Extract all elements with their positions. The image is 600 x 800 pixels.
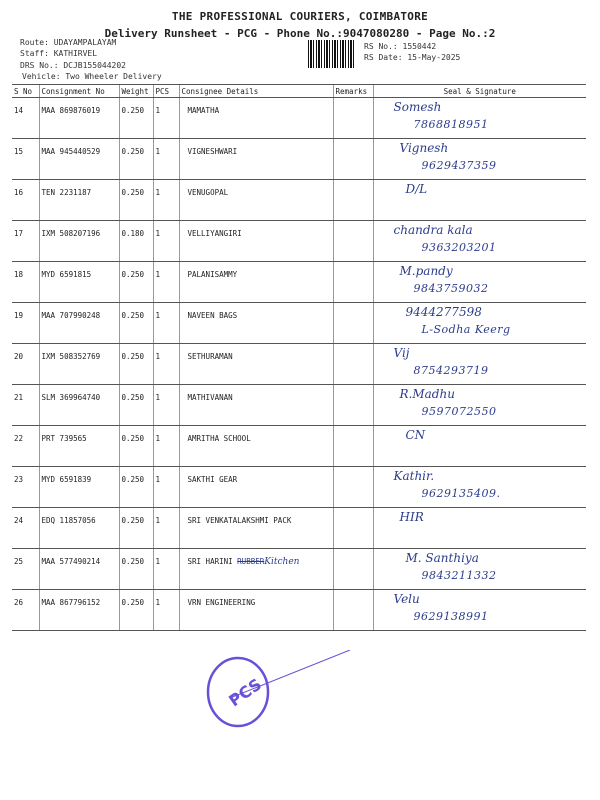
cell-weight: 0.250: [119, 426, 153, 467]
cell-consignment-no: MAA 707990248: [39, 303, 119, 344]
signature-line-2: 9843759032: [413, 282, 489, 295]
table-row: [12, 508, 586, 549]
col-remarks: Remarks: [333, 85, 373, 98]
consignee-name: AMRITHA SCHOOL: [187, 434, 251, 443]
cell-pcs: 1: [153, 180, 179, 221]
cell-signature: [373, 262, 586, 303]
signature-line-2: 9629138991: [413, 610, 489, 623]
cell-remarks: [333, 98, 373, 139]
runsheet-subtitle: Delivery Runsheet - PCG - Phone No.:9047080280 - Page No.:2: [104, 27, 496, 40]
signature-line-1: Kathir.: [393, 469, 435, 483]
vehicle-label: Vehicle: Two Wheeler Delivery: [22, 72, 162, 81]
drs-label: DRS No.: DCJB155044202: [20, 61, 126, 70]
cell-weight: 0.250: [119, 139, 153, 180]
signature-line-2: 9363203201: [421, 241, 497, 254]
cell-remarks: [333, 467, 373, 508]
cell-consignment-no: MAA 869876019: [39, 98, 119, 139]
barcode: [308, 40, 354, 68]
cell-remarks: [333, 508, 373, 549]
company-title: THE PROFESSIONAL COURIERS, COIMBATORE: [171, 10, 429, 23]
cell-signature: [373, 139, 586, 180]
cell-weight: 0.250: [119, 467, 153, 508]
col-signature: Seal & Signature: [373, 85, 586, 98]
cell-consignee: [179, 262, 333, 303]
route-label: Route: UDAYAMPALAYAM: [20, 38, 117, 47]
table-row: [12, 385, 586, 426]
cell-weight: 0.250: [119, 303, 153, 344]
signature-line-1: Vignesh: [399, 141, 449, 155]
cell-consignee: [179, 508, 333, 549]
consignee-handwritten: Kitchen: [264, 557, 300, 567]
signature-line-1: Somesh: [393, 100, 442, 114]
signature-line-1: Vij: [393, 346, 410, 360]
cell-consignment-no: MYD 6591839: [39, 467, 119, 508]
signature-line-2: 9597072550: [421, 405, 497, 418]
cell-consignment-no: IXM 508352769: [39, 344, 119, 385]
cell-signature: [373, 180, 586, 221]
cell-consignee: [179, 303, 333, 344]
cell-consignee: [179, 344, 333, 385]
cell-remarks: [333, 303, 373, 344]
signature-line-1: M. Santhiya: [405, 551, 479, 565]
table-row: [12, 180, 586, 221]
table-row: [12, 549, 586, 590]
cell-pcs: 1: [153, 426, 179, 467]
col-pcs: PCS: [153, 85, 179, 98]
cell-signature: [373, 426, 586, 467]
cell-consignment-no: MAA 945440529: [39, 139, 119, 180]
cell-weight: 0.250: [119, 508, 153, 549]
stamp-label: PCS: [225, 674, 266, 711]
cell-remarks: [333, 180, 373, 221]
cell-sno: 17: [12, 221, 39, 262]
col-sno: S No: [12, 85, 39, 98]
consignee-name: SRI VENKATALAKSHMI PACK: [187, 516, 292, 525]
cell-consignment-no: MAA 577490214: [39, 549, 119, 590]
table-row: [12, 98, 586, 139]
table-row: [12, 303, 586, 344]
cell-pcs: 1: [153, 344, 179, 385]
table-row: [12, 426, 586, 467]
cell-sno: 26: [12, 590, 39, 631]
cell-consignee: [179, 139, 333, 180]
cell-pcs: 1: [153, 590, 179, 631]
table-row: [12, 221, 586, 262]
cell-sno: 14: [12, 98, 39, 139]
signature-line-2: 9629437359: [421, 159, 497, 172]
cell-consignee: [179, 221, 333, 262]
consignee-name: VIGNESHWARI: [187, 147, 238, 156]
cell-remarks: [333, 139, 373, 180]
cell-consignee: [179, 98, 333, 139]
cell-signature: [373, 303, 586, 344]
cell-signature: [373, 98, 586, 139]
cell-sno: 16: [12, 180, 39, 221]
cell-signature: [373, 221, 586, 262]
cell-consignment-no: SLM 369964740: [39, 385, 119, 426]
rs-no-label: RS No.: 1550442: [364, 42, 437, 51]
consignee-name: MATHIVANAN: [187, 393, 233, 402]
table-row: [12, 467, 586, 508]
cell-sno: 15: [12, 139, 39, 180]
col-consignment: Consignment No: [39, 85, 119, 98]
cell-remarks: [333, 344, 373, 385]
consignee-name: MAMATHA: [187, 106, 220, 115]
runsheet-table: [12, 84, 586, 631]
cell-sno: 25: [12, 549, 39, 590]
cell-sno: 18: [12, 262, 39, 303]
cell-consignee: [179, 385, 333, 426]
cell-consignment-no: IXM 508207196: [39, 221, 119, 262]
cell-sno: 24: [12, 508, 39, 549]
cell-remarks: [333, 590, 373, 631]
table-row: [12, 262, 586, 303]
cell-remarks: [333, 385, 373, 426]
cell-pcs: 1: [153, 221, 179, 262]
cell-sno: 23: [12, 467, 39, 508]
consignee-name: NAVEEN BAGS: [187, 311, 238, 320]
cell-consignment-no: MYD 6591815: [39, 262, 119, 303]
cell-pcs: 1: [153, 385, 179, 426]
table-row: [12, 590, 586, 631]
signature-line-1: chandra kala: [393, 223, 473, 237]
signature-line-1: M.pandy: [399, 264, 453, 278]
cell-consignee: [179, 467, 333, 508]
cell-remarks: [333, 262, 373, 303]
staff-label: Staff: KATHIRVEL: [20, 49, 98, 58]
cell-pcs: 1: [153, 262, 179, 303]
signature-line-2: L-Sodha Keerg: [421, 323, 511, 336]
signature-line-1: 9444277598: [405, 305, 482, 319]
cell-consignee: [179, 180, 333, 221]
cell-pcs: 1: [153, 139, 179, 180]
signature-line-2: 8754293719: [413, 364, 489, 377]
consignee-name: PALANISAMMY: [187, 270, 238, 279]
signature-line-1: Velu: [393, 592, 420, 606]
cell-pcs: 1: [153, 303, 179, 344]
cell-sno: 21: [12, 385, 39, 426]
signature-line-1: R.Madhu: [399, 387, 455, 401]
signature-line-1: CN: [405, 428, 426, 442]
cell-signature: [373, 385, 586, 426]
cell-weight: 0.250: [119, 262, 153, 303]
rs-date-label: RS Date: 15-May-2025: [364, 53, 461, 62]
consignee-name: VRN ENGINEERING: [187, 598, 256, 607]
cell-weight: 0.250: [119, 385, 153, 426]
cell-remarks: [333, 426, 373, 467]
consignee-name: SETHURAMAN: [187, 352, 233, 361]
cell-remarks: [333, 549, 373, 590]
cell-weight: 0.250: [119, 98, 153, 139]
cell-weight: 0.180: [119, 221, 153, 262]
pcs-stamp: [200, 650, 360, 740]
cell-weight: 0.250: [119, 549, 153, 590]
consignee-name: VELLIYANGIRI: [187, 229, 242, 238]
cell-signature: [373, 590, 586, 631]
consignee-name: SRI HARINI: [187, 557, 233, 566]
cell-signature: [373, 344, 586, 385]
table-row: [12, 344, 586, 385]
cell-sno: 19: [12, 303, 39, 344]
cell-consignment-no: EDQ 11857056: [39, 508, 119, 549]
cell-pcs: 1: [153, 549, 179, 590]
consignee-name: VENUGOPAL: [187, 188, 229, 197]
consignee-struck-word: RUBBER: [237, 557, 265, 566]
col-consignee: Consignee Details: [179, 85, 333, 98]
cell-consignee: [179, 426, 333, 467]
consignee-name: SAKTHI GEAR: [187, 475, 238, 484]
signature-line-1: HIR: [399, 510, 424, 524]
cell-sno: 22: [12, 426, 39, 467]
cell-signature: [373, 549, 586, 590]
cell-consignee: [179, 549, 333, 590]
cell-consignee: [179, 590, 333, 631]
cell-consignment-no: MAA 867796152: [39, 590, 119, 631]
col-weight: Weight: [119, 85, 153, 98]
cell-weight: 0.250: [119, 590, 153, 631]
cell-weight: 0.250: [119, 180, 153, 221]
table-header-row: [12, 85, 586, 98]
cell-consignment-no: TEN 2231187: [39, 180, 119, 221]
cell-sno: 20: [12, 344, 39, 385]
cell-consignment-no: PRT 739565: [39, 426, 119, 467]
signature-line-2: 9629135409.: [421, 487, 501, 500]
cell-weight: 0.250: [119, 344, 153, 385]
cell-pcs: 1: [153, 508, 179, 549]
cell-pcs: 1: [153, 98, 179, 139]
signature-line-2: 7868818951: [413, 118, 489, 131]
signature-line-1: D/L: [405, 182, 428, 196]
table-row: [12, 139, 586, 180]
cell-pcs: 1: [153, 467, 179, 508]
cell-signature: [373, 467, 586, 508]
cell-remarks: [333, 221, 373, 262]
cell-signature: [373, 508, 586, 549]
signature-line-2: 9843211332: [421, 569, 497, 582]
